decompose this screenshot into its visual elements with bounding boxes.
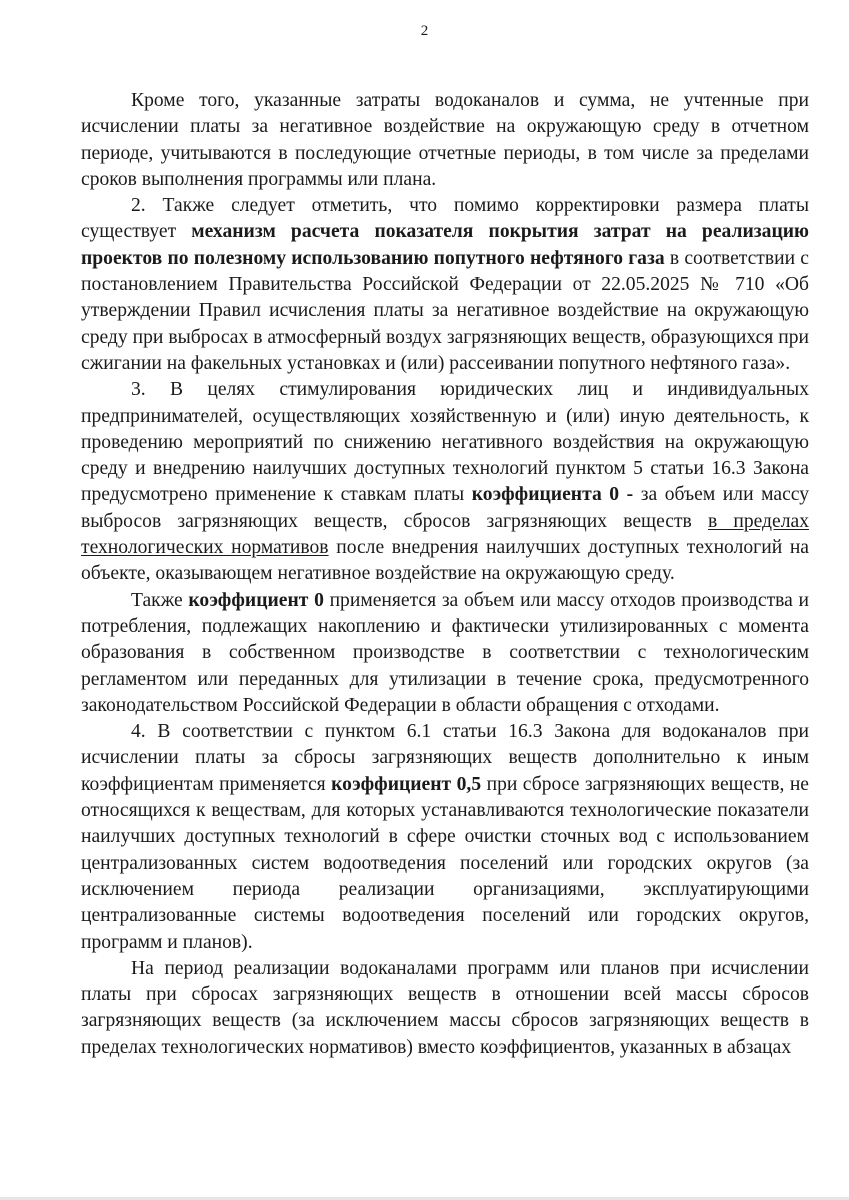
text-run: при сбросе загрязняющих веществ, не относящихся к веществам, для которых устанавливаются технологические показатели наилучших доступных технологий в сфере очистки сточных вод с использованием централизованных систем водоотведения поселений или городских округов (за исключением периода реализации организациями, эксплуатирующими централизованные системы водоотведения поселений или городских округов, программ и планов). (81, 773, 810, 953)
text-run: 2. Также следует отметить, что помимо корректировки размера платы существует (81, 195, 809, 243)
text-run: 3. В целях стимулирования юридических лиц и индивидуальных предпринимателей, осуществляющих хозяйственную и (или) иную деятельность, к проведению мероприятий по снижению негативного воздействия на окружающую среду и внедрению наилучших доступных технологий пунктом 5 статьи 16.3 Закона предусмотрено применение к ставкам платы (81, 379, 809, 506)
bold-text-run: коэффициент 0,5 (331, 773, 482, 795)
text-run: после внедрения наилучших доступных технологий на объекте, оказывающем негативное воздействие на окружающую среду. (81, 537, 810, 585)
bold-text-run: коэффициент 0 (188, 589, 324, 611)
page-number: 2 (420, 23, 429, 39)
document-body (81, 88, 809, 1061)
text-run: за объем или массу выбросов загрязняющих веществ, сбросов загрязняющих веществ (81, 484, 810, 532)
paragraph-program-period (81, 956, 809, 1061)
text-run: в соответствии с постановлением Правительства Российской Федерации от 22.05.2025 № 710 «Об утверждении Правил исчисления платы за негативное воздействие на окружающую среду при выбросах в атмосферный воздух загрязняющих веществ, образующихся при сжигании на факельных установках и (или) рассеивании попутного нефтяного газа». (81, 247, 809, 374)
text-run: На период реализации водоканалами программ или планов при исчислении платы при сбросах загрязняющих веществ в отношении всей массы сбросов загрязняющих веществ (за исключением массы сбросов загрязняющих веществ в пределах технологических нормативов) вместо коэффициентов, указанных в абзацах (81, 957, 809, 1058)
text-run: Кроме того, указанные затраты водоканалов и сумма, не учтенные при исчислении платы за негативное воздействие на окружающую среду в отчетном периоде, учитываются в последующие отчетные периоды, в том числе за пределами сроков выполнения программы или плана. (81, 90, 809, 190)
bold-text-run: механизм расчета показателя покрытия затрат на реализацию проектов по полезному использованию попутного нефтяного газа (81, 221, 809, 269)
text-run: 4. В соответствии с пунктом 6.1 статьи 16.3 Закона для водоканалов при исчислении платы за сбросы загрязняющих веществ дополнительно к иным коэффициентам применяется (81, 721, 809, 795)
paragraph-costs-carryover (81, 88, 809, 193)
paragraph-associated-gas-mechanism (81, 193, 809, 377)
text-run: применяется за объем или массу отходов производства и потребления, подлежащих накоплению и фактически утилизированных с момента образования в собственном производстве в соответствии с технологическим регламентом или переданных для утилизации в течение срока, предусмотренного законодательством Российской Федерации в области обращения с отходами. (81, 589, 809, 716)
paragraph-coefficient-zero-emissions (81, 377, 809, 587)
paragraph-coefficient-half-water (81, 719, 809, 956)
text-run: Также (131, 589, 189, 611)
bold-text-run: коэффициента 0 - (471, 484, 634, 506)
underlined-text-run: в пределах технологических нормативов (81, 510, 809, 559)
paragraph-coefficient-zero-waste (81, 588, 809, 719)
